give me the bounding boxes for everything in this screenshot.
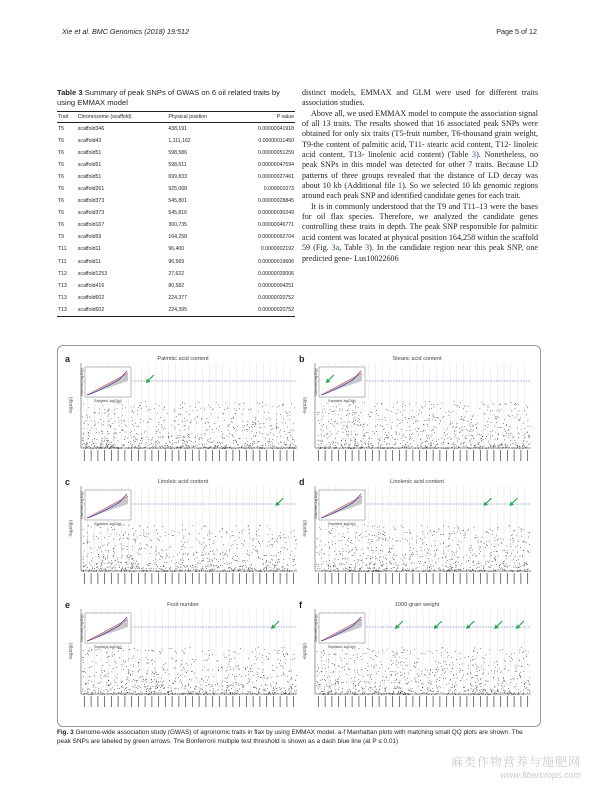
figure-3 xyxy=(57,345,541,727)
y-axis-label: -log10(p) xyxy=(68,520,73,537)
table-cell: 925,068 xyxy=(168,186,188,193)
manhattan-panel-a xyxy=(67,355,299,468)
qq-x-label: Expected -log10(p) xyxy=(94,522,122,526)
table-ref[interactable]: 3 xyxy=(472,150,477,160)
table-row xyxy=(57,183,295,195)
table-cell: T11 xyxy=(58,258,67,265)
qq-x-label: Expected -log10(p) xyxy=(328,522,356,526)
manhattan-plot xyxy=(67,601,299,714)
peak-arrow-icon xyxy=(516,621,524,629)
page-number: Page 5 of 12 xyxy=(496,27,537,36)
table-row xyxy=(57,292,295,304)
table-cell: 0.00000028845 xyxy=(257,198,294,205)
manhattan-panel-c xyxy=(67,478,299,591)
manhattan-panel-e xyxy=(67,601,299,714)
manhattan-plot xyxy=(67,355,299,468)
table-header-cell: Chromosome (scaffold) xyxy=(77,112,168,123)
table-cell: T13 xyxy=(58,294,67,301)
table-cell: T6 xyxy=(58,150,65,157)
table-cell: 0.00000020752 xyxy=(257,294,294,301)
qq-y-label: Observed -log10(p) xyxy=(80,614,84,642)
table-row xyxy=(57,243,295,255)
panel-title: Linolenic acid content xyxy=(390,479,444,485)
manhattan-plot xyxy=(301,355,533,468)
table-cell: 0.00000047594 xyxy=(257,162,294,169)
qq-y-label: Observed -log10(p) xyxy=(314,368,318,396)
table-cell: T9 xyxy=(58,234,65,241)
qq-y-label: Observed -log10(p) xyxy=(80,491,84,519)
panel-label: f xyxy=(299,600,302,610)
table-cell: scaffold602 xyxy=(77,304,168,317)
table-cell: scaffold51 xyxy=(77,162,102,169)
table-row xyxy=(57,123,295,136)
paragraph-1: distinct models, EMMAX and GLM were used for different traits association studies. xyxy=(302,88,538,108)
table-cell: 545,816 xyxy=(168,210,188,217)
manhattan-plot xyxy=(301,478,533,591)
panel-title: Linoleic acid content xyxy=(157,479,209,485)
paragraph-3: It is in commonly understood that the T9 and T11–13 were the bases for oil flax species. Therefore, we analyzed the candidate genes controlling these traits in depth. The peak SNP responsible for palmitic acid content was located at physical position 164,258 within the scaffold 59 (Fig. 3a, Table 3). In the candidate region near this peak SNP, one predicted gene- Lus10022606 xyxy=(302,201,538,263)
qq-x-label: Expected -log10(p) xyxy=(328,645,356,649)
table-cell: 0.00000004251 xyxy=(257,282,294,289)
manhattan-plot xyxy=(301,601,533,714)
panel-label: e xyxy=(65,600,71,610)
qq-y-label: Observed -log10(p) xyxy=(80,368,84,396)
table-cell: 0.00000019606 xyxy=(257,258,294,265)
table-row xyxy=(57,256,295,268)
table-cell: 96,569 xyxy=(168,258,185,265)
table-cell: scaffold11 xyxy=(77,246,101,253)
table-cell: scaffold51 xyxy=(77,150,102,157)
table-cell: T13 xyxy=(57,304,77,317)
body-text xyxy=(302,88,538,264)
table-cell: scaffold373 xyxy=(77,210,105,217)
table-header-cell: P value xyxy=(233,112,295,123)
table-cell: scaffold261 xyxy=(77,186,105,193)
panel-title: Palmitic acid content xyxy=(157,356,209,362)
figure-ref[interactable]: 3a xyxy=(331,243,340,253)
table-row xyxy=(57,135,295,147)
peak-arrow-icon xyxy=(434,621,442,629)
table-cell: 80,582 xyxy=(168,282,185,289)
table-cell: T6 xyxy=(58,138,65,145)
table-cell: 0.0000002192 xyxy=(260,246,294,253)
table-cell: 0.00000011450 xyxy=(258,138,294,145)
table-cell: 224,395 xyxy=(167,304,233,317)
table-cell: 0.00000020752 xyxy=(233,304,295,317)
y-axis-label: -log10(p) xyxy=(302,397,307,414)
table-cell: 0.00000092704 xyxy=(257,234,294,241)
table-row xyxy=(57,147,295,159)
table-row xyxy=(57,195,295,207)
table-cell: T6 xyxy=(58,210,65,217)
qq-y-label: Observed -log10(p) xyxy=(314,491,318,519)
table-cell: 0.00000046771 xyxy=(257,222,294,229)
table-cell: scaffold43 xyxy=(77,138,102,145)
table-cell: 0.00000039006 xyxy=(257,270,294,277)
table-cell: 96,400 xyxy=(168,246,185,253)
panel-title: Stearic acid content xyxy=(392,356,442,362)
y-axis-label: -log10(p) xyxy=(302,520,307,537)
table-row xyxy=(57,219,295,231)
table-cell: 300,735 xyxy=(168,222,188,229)
table-row xyxy=(57,231,295,243)
manhattan-panel-b xyxy=(301,355,533,468)
peak-arrow-icon xyxy=(483,498,491,506)
table-3 xyxy=(57,111,295,317)
additional-file-ref[interactable]: 1 xyxy=(398,181,403,191)
watermark: 麻类作物营养与施肥网 www.fibercrops.com xyxy=(450,755,581,780)
table-cell: scaffold107 xyxy=(77,222,105,229)
table-cell: 1,111,162 xyxy=(168,138,191,145)
y-axis-label: -log10(p) xyxy=(68,643,73,660)
table-cell: 598,586 xyxy=(168,150,188,157)
table-cell: scaffold51 xyxy=(77,174,102,181)
table-row xyxy=(57,268,295,280)
qq-x-label: Expected -log10(p) xyxy=(94,399,122,403)
table-caption: Table 3 Summary of peak SNPs of GWAS on 6 oil related traits by using EMMAX model xyxy=(57,88,280,107)
table-cell: scaffold602 xyxy=(77,294,105,301)
table-cell: scaffold373 xyxy=(77,198,105,205)
table-cell: 164,258 xyxy=(168,234,188,241)
table-header-cell: Physical position xyxy=(167,112,233,123)
table-cell: 438,191 xyxy=(168,126,188,133)
table-cell: scaffold1253 xyxy=(77,270,108,277)
table-row xyxy=(57,171,295,183)
table-cell: T6 xyxy=(58,222,65,229)
peak-arrow-icon xyxy=(494,621,502,629)
table-cell: scaffold11 xyxy=(77,258,101,265)
panel-label: a xyxy=(65,354,71,364)
peak-arrow-icon xyxy=(146,375,154,383)
panel-label: b xyxy=(299,354,305,364)
table-cell: T6 xyxy=(58,198,65,205)
table-cell: 545,801 xyxy=(168,198,188,205)
table-ref[interactable]: 3 xyxy=(365,243,370,253)
table-cell: 598,611 xyxy=(168,162,187,169)
manhattan-panel-d xyxy=(301,478,533,591)
figure-caption: Fig. 3 Genome-wide association study (GWAS) of agronomic traits in flax by using EMMAX model. a-f Manhattan plots with matching small QQ plots are shown. The peak SNPs are labeled by green arrows. The Bonferroni multiple test threshold is shown as a dash blue line (at P ≤ 0.01) xyxy=(57,729,523,745)
panel-title: 1000-grain weight xyxy=(394,602,440,608)
table-cell: scaffold346 xyxy=(77,126,105,133)
table-cell: 224,377 xyxy=(168,294,188,301)
table-cell: 0.00000041918 xyxy=(257,126,294,133)
table-cell: 0.00000027461 xyxy=(257,174,294,181)
table-cell: T5 xyxy=(58,126,65,133)
panel-label: d xyxy=(299,477,305,487)
table-cell: T12 xyxy=(58,270,67,277)
table-row xyxy=(57,280,295,292)
table-cell: scaffold416 xyxy=(77,282,105,289)
table-header-cell: Trait xyxy=(57,112,77,123)
y-axis-label: -log10(p) xyxy=(302,643,307,660)
table-cell: 0.000001073 xyxy=(263,186,294,193)
qq-x-label: Expected -log10(p) xyxy=(328,399,356,403)
manhattan-panel-f xyxy=(301,601,533,714)
table-cell: 0.00000030249 xyxy=(257,210,294,217)
table-cell: T13 xyxy=(58,282,67,289)
table-cell: 0.00000051259 xyxy=(257,150,294,157)
table-cell: T6 xyxy=(58,186,65,193)
table-cell: T11 xyxy=(58,246,67,253)
table-cell: 699,833 xyxy=(168,174,188,181)
panel-title: Fruit number xyxy=(167,602,199,608)
table-cell: scaffold59 xyxy=(77,234,102,241)
table-row xyxy=(57,207,295,219)
table-row xyxy=(57,159,295,171)
table-cell: T6 xyxy=(58,174,65,181)
paragraph-2: Above all, we used EMMAX model to compute the association signal of all 13 traits. The results showed that 16 associated peak SNPs were obtained for only six traits (T5-fruit number, T6-thousand grain weight, T9-the content of palmitic acid, T11- stearic acid content, T12- linoleic acid content, T13- linolenic acid content) (Table 3). Nonetheless, no peak SNPs in this model was detected for other 7 traits. Because LD patterns of three groups revealed that the distance of LD decay was about 10 kb (Additional file 1). So we selected 10 kb genomic regions around each peak SNP and identified candidate genes for each trait. xyxy=(302,108,538,201)
qq-x-label: Expected -log10(p) xyxy=(94,645,122,649)
table-row xyxy=(57,304,295,317)
table-cell: 27,622 xyxy=(168,270,185,277)
qq-y-label: Observed -log10(p) xyxy=(314,614,318,642)
y-axis-label: -log10(p) xyxy=(68,397,73,414)
table-cell: T6 xyxy=(58,162,65,169)
running-header: Xie et al. BMC Genomics (2018) 19:512 xyxy=(62,27,190,36)
panel-label: c xyxy=(65,477,71,487)
peak-arrow-icon xyxy=(271,621,279,629)
manhattan-plot xyxy=(67,478,299,591)
